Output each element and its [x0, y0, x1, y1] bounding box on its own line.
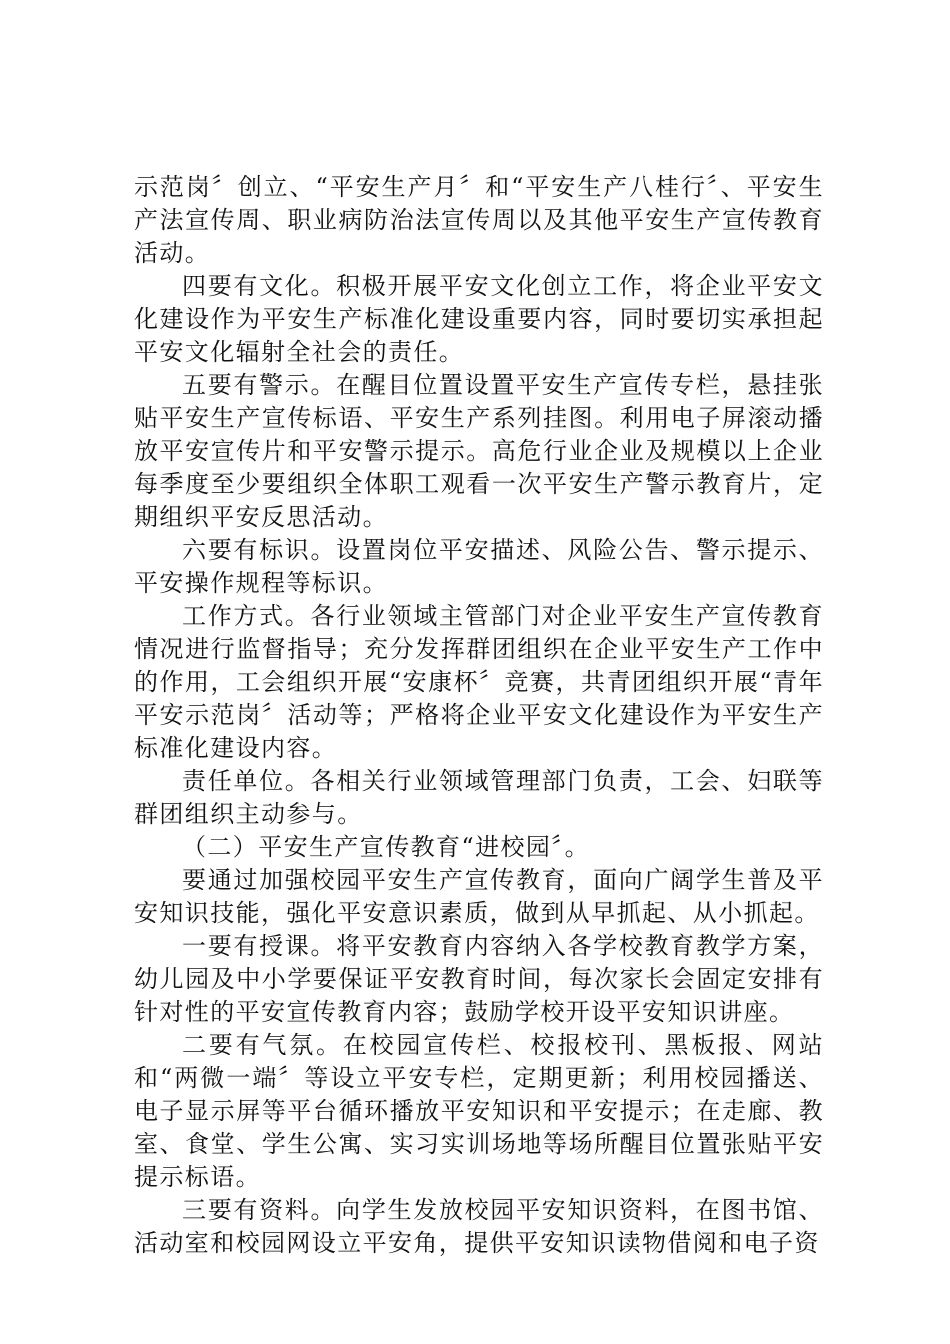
document-body	[134, 171, 824, 1260]
paragraph-teaching: 一要有授课。将平安教育内容纳入各学校教育教学方案，幼儿园及中小学要保证平安教育时间，每次家长会固定安排有针对性的平安宣传教育内容；鼓励学校开设平安知识讲座。	[134, 932, 824, 1026]
paragraph-campus-intro: 要通过加强校园平安生产宣传教育，面向广阔学生普及平安知识技能，强化平安意识素质，做到从早抓起、从小抓起。	[134, 866, 824, 927]
paragraph-work-method: 工作方式。各行业领域主管部门对企业平安生产宣传教育情况进行监督指导；充分发挥群团组织在企业平安生产工作中的作用，工会组织开展“安康杯〞竞赛，共青团组织开展“青年平安示范岗〞活动等；严格将企业平安文化建设作为平安生产标准化建设内容。	[134, 602, 824, 762]
paragraph-responsible-unit: 责任单位。各相关行业领域管理部门负责，工会、妇联等群团组织主动参与。	[134, 767, 824, 828]
paragraph-materials: 三要有资料。向学生发放校园平安知识资料，在图书馆、活动室和校园网设立平安角，提供平安知识读物借阅和电子资	[134, 1196, 824, 1257]
paragraph-continued: 示范岗〞创立、“平安生产月〞和“平安生产八桂行〞、平安生产法宣传周、职业病防治法宣传周以及其他平安生产宣传教育活动。	[134, 173, 824, 267]
paragraph-warning: 五要有警示。在醒目位置设置平安生产宣传专栏，悬挂张贴平安生产宣传标语、平安生产系列挂图。利用电子屏滚动播放平安宣传片和平安警示提示。高危行业企业及规模以上企业每季度至少要组织全体职工观看一次平安生产警示教育片，定期组织平安反思活动。	[134, 371, 824, 531]
paragraph-atmosphere: 二要有气氛。在校园宣传栏、校报校刊、黑板报、网站和“两微一端〞等设立平安专栏，定期更新；利用校园播送、电子显示屏等平台循环播放平安知识和平安提示；在走廊、教室、食堂、学生公寓、实习实训场地等场所醒目位置张贴平安提示标语。	[134, 1031, 824, 1191]
section-heading-campus: （二）平安生产宣传教育“进校园〞。	[182, 833, 591, 861]
paragraph-signage: 六要有标识。设置岗位平安描述、风险公告、警示提示、平安操作规程等标识。	[134, 536, 824, 597]
paragraph-culture: 四要有文化。积极开展平安文化创立工作，将企业平安文化建设作为平安生产标准化建设重要内容，同时要切实承担起平安文化辐射全社会的责任。	[134, 272, 824, 366]
